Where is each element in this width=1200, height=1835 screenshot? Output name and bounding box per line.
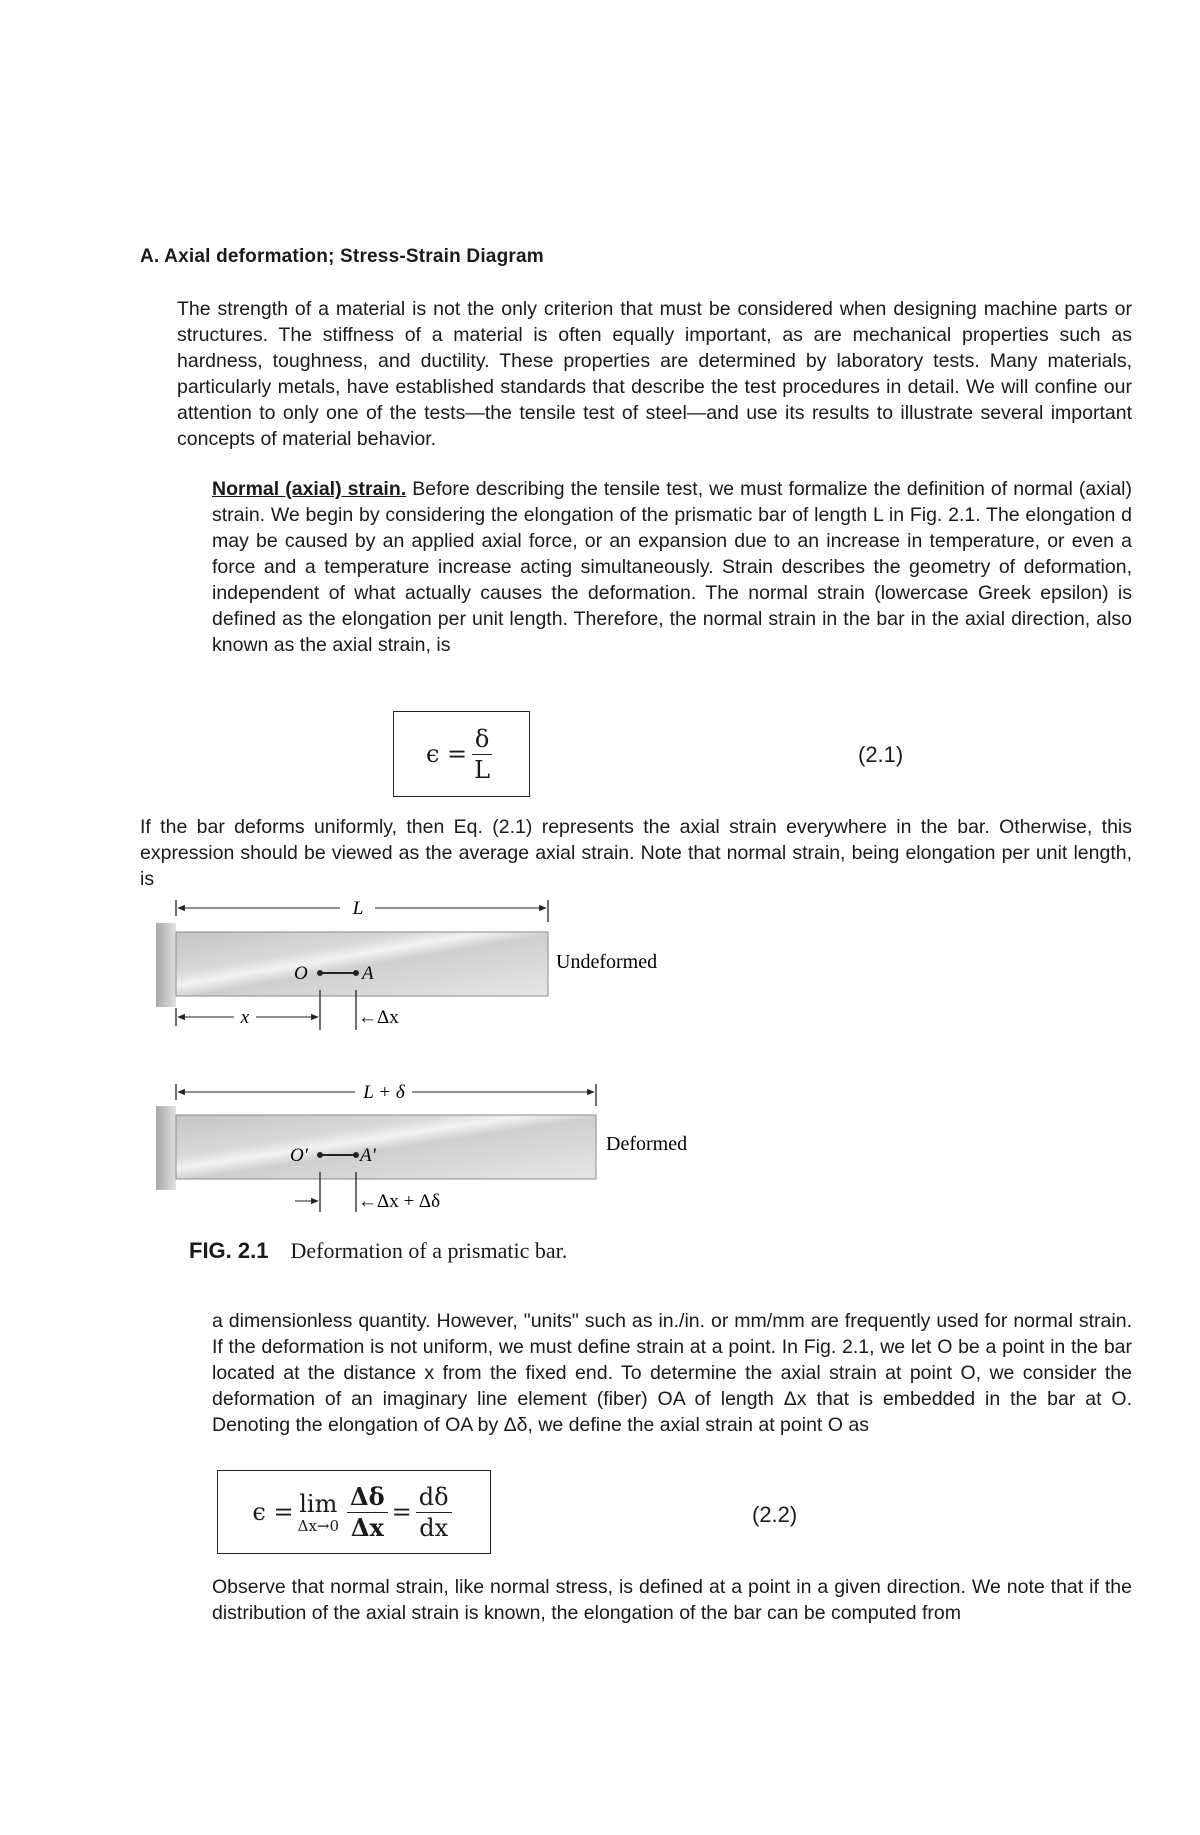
eq1-lhs: ϵ = <box>425 740 468 768</box>
eq1-fraction <box>471 724 493 785</box>
deformed-state-label: Deformed <box>606 1133 688 1155</box>
eq1-numerator: δ <box>472 724 492 755</box>
eq2-limit <box>298 1490 339 1534</box>
figure-2-1-caption <box>189 1238 567 1264</box>
deformed-point-a-label: A' <box>360 1145 376 1166</box>
eq2-denominator-1: Δx <box>350 1512 384 1542</box>
deformed-length-label: L + δ <box>363 1082 405 1103</box>
section-heading: A. Axial deformation; Stress-Strain Diagram <box>140 246 544 267</box>
undeformed-wall <box>156 923 176 1007</box>
deformed-point-o-label: O' <box>290 1145 308 1166</box>
normal-strain-paragraph <box>212 476 1132 658</box>
eq2-denominator-2: dx <box>419 1513 449 1542</box>
equation-2-2-number: (2.2) <box>752 1502 798 1527</box>
eq2-lim-word: lim <box>299 1490 338 1518</box>
undeformed-point-a <box>353 970 359 976</box>
eq1-denominator: L <box>474 755 491 784</box>
eq2-numerator-2: dδ <box>416 1482 452 1513</box>
eq2-equals: = <box>391 1498 412 1526</box>
eq2-lim-subscript: Δx→0 <box>297 1517 340 1535</box>
deformed-wall <box>156 1106 176 1190</box>
deformed-bar <box>176 1115 596 1179</box>
uniform-paragraph: If the bar deforms uniformly, then Eq. (2.1) represents the axial strain everywhere in the bar. Otherwise, this expression should be viewed as the average axial strain. Note that normal strain, being elongation per unit length, is <box>140 816 1132 890</box>
deformed-dx-label: ←Δx + Δδ <box>358 1191 441 1212</box>
observe-paragraph: Observe that normal strain, like normal stress, is defined at a point in a given direction. We note that if the distribution of the axial strain is known, the elongation of the bar can be computed from <box>212 1576 1132 1624</box>
normal-strain-title: Normal (axial) strain. <box>212 478 407 500</box>
figure-caption-text: Deformation of a prismatic bar. <box>290 1238 568 1263</box>
eq2-fraction-derivative <box>416 1482 452 1543</box>
dx-dim-label: ←Δx <box>358 1007 399 1028</box>
eq2-numerator-1: Δδ <box>347 1482 388 1513</box>
figure-caption-label: FIG. 2.1 <box>189 1238 269 1263</box>
equation-2-2-box <box>217 1470 491 1554</box>
undeformed-state-label: Undeformed <box>556 951 658 973</box>
x-dim-label: x <box>240 1007 250 1028</box>
eq2-lhs: ϵ = <box>252 1498 294 1526</box>
undeformed-length-label: L <box>352 898 364 919</box>
normal-strain-body: Before describing the tensile test, we must formalize the definition of normal (axial) strain. We begin by considering the elongation of the prismatic bar of length L in Fig. 2.1. The elongation d may be caused by an applied axial force, or an expansion due to an increase in temperature, or even a force and a temperature increase acting simultaneously. Strain describes the geometry of deformation, independent of what actually causes the deformation. The normal strain (lowercase Greek epsilon) is defined as the elongation per unit length. Therefore, the normal strain in the bar in the axial direction, also known as the axial strain, is <box>212 478 1132 656</box>
deformed-point-a <box>353 1152 359 1158</box>
figure-2-1-diagram <box>150 890 710 1230</box>
eq2-fraction-delta <box>347 1482 388 1543</box>
undeformed-point-a-label: A <box>362 963 374 984</box>
equation-2-1-box <box>393 711 530 797</box>
equation-2-1-number: (2.1) <box>858 742 904 767</box>
intro-paragraph: The strength of a material is not the only criterion that must be considered when designing machine parts or structures. The stiffness of a material is often equally important, as are mechanical properties such as hardness, toughness, and ductility. These properties are determined by laboratory tests. Many materials, particularly metals, have established standards that describe the test procedures in detail. We will confine our attention to only one of the tests—the tensile test of steel—and use its results to illustrate several important concepts of material behavior. <box>177 298 1132 450</box>
dimensionless-paragraph: a dimensionless quantity. However, "units" such as in./in. or mm/mm are frequently used for normal strain. If the deformation is not uniform, we must define strain at a point. In Fig. 2.1, we let O be a point in the bar located at the distance x from the fixed end. To determine the axial strain at point O, we consider the deformation of an imaginary line element (fiber) OA of length Δx that is embedded in the bar at O. Denoting the elongation of OA by Δδ, we define the axial strain at point O as <box>212 1310 1132 1436</box>
undeformed-point-o-label: O <box>294 963 308 984</box>
